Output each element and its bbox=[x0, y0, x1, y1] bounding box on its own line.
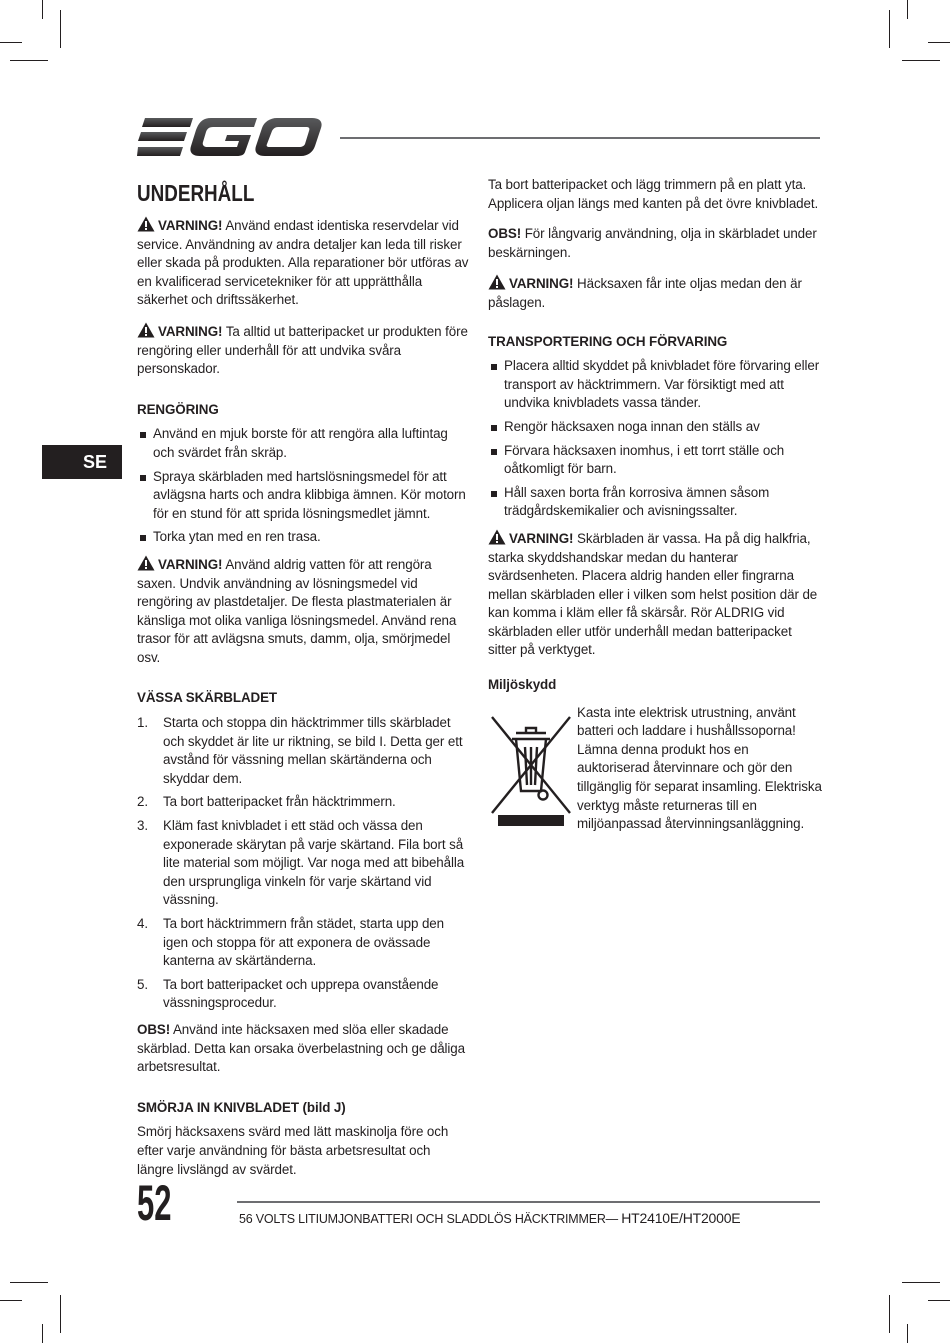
list-item: Torka ytan med en ren trasa. bbox=[137, 528, 470, 547]
warning-text: Häcksaxen får inte oljas medan den är påslagen. bbox=[488, 276, 802, 310]
intro-paragraph: Ta bort batteripacket och lägg trimmern på en platt yta. Applicera oljan längs med kanten på det övre knivbladet. bbox=[488, 177, 819, 211]
list-item: Förvara häcksaxen inomhus, i ett torrt ställe och oåtkomligt för barn. bbox=[488, 442, 822, 479]
crop-mark bbox=[902, 60, 940, 61]
left-column bbox=[137, 176, 470, 1191]
step-text: Ta bort batteripacket och upprepa ovanstående vässningsprocedur. bbox=[163, 976, 439, 1011]
warning-triangle-icon bbox=[488, 529, 506, 545]
crop-mark bbox=[928, 42, 950, 43]
step-item bbox=[137, 817, 470, 910]
page-title: UNDERHÅLL bbox=[137, 180, 255, 206]
crop-mark bbox=[889, 1295, 890, 1333]
note-text: För långvarig användning, olja in skärbladet under beskärningen. bbox=[488, 226, 817, 260]
warning-label: VARNING! bbox=[158, 556, 223, 572]
environment-text: Kasta inte elektrisk utrustning, använt batteri och laddare i hushållssoporna! Lämna denna produkt hos en auktoriserad återvinnare och gör den tillgänglig för separat insamling. Elektriska verktyg måste returneras till en miljöanpassad återvinningsanläggning. bbox=[577, 704, 822, 832]
step-number: 5. bbox=[137, 976, 148, 992]
warning-triangle-icon bbox=[488, 274, 506, 290]
warning-paragraph bbox=[137, 322, 470, 379]
step-number: 1. bbox=[137, 715, 148, 731]
note-label: OBS! bbox=[137, 1021, 171, 1037]
crop-mark bbox=[42, 1324, 43, 1343]
crop-mark bbox=[0, 1300, 22, 1301]
warning-label: VARNING! bbox=[158, 218, 223, 233]
crop-mark bbox=[10, 60, 48, 61]
crop-mark bbox=[889, 10, 890, 48]
right-column bbox=[488, 176, 822, 834]
warning-text: Använd endast identiska reservdelar vid service. Användning av andra detaljer kan leda till risker eller skada på produkten. Alla reparationer bör utföras av en kvalificerad servicetekniker för att upprätthålla säkerhet och driftssäkerhet. bbox=[137, 218, 469, 308]
step-number: 3. bbox=[137, 818, 148, 834]
step-item bbox=[137, 714, 470, 788]
step-item bbox=[137, 976, 470, 1013]
warning-text: Använd aldrig vatten för att rengöra saxen. Undvik användning av lösningsmedel vid rengöring av plastdetaljer. De flesta plastmaterialen är känsliga mot olika vanliga lösningsmedel. Använd rena trasor för att avlägsna smuts, damm, olja, smörjmedel osv. bbox=[137, 556, 457, 665]
warning-paragraph bbox=[488, 529, 822, 660]
language-tab bbox=[42, 445, 122, 479]
warning-triangle-icon bbox=[137, 555, 155, 571]
section-title-cleaning: RENGÖRING bbox=[137, 401, 219, 417]
header-rule bbox=[340, 137, 820, 139]
warning-paragraph bbox=[137, 216, 470, 310]
cleaning-list bbox=[137, 425, 470, 547]
crop-mark bbox=[928, 1300, 950, 1301]
crop-mark bbox=[42, 0, 43, 19]
section-title-sharpen: VÄSSA SKÄRBLADET bbox=[137, 690, 278, 706]
crop-mark bbox=[60, 1295, 61, 1333]
warning-label: VARNING! bbox=[509, 530, 574, 546]
crossed-out-bin-icon bbox=[488, 709, 574, 827]
environment-block bbox=[488, 701, 822, 834]
note-paragraph bbox=[137, 1021, 470, 1077]
warning-text: Skärbladen är vassa. Ha på dig halkfria, starka skyddshandskar medan du hanterar svärdsenheten. Placera aldrig handen eller fingrarna mellan skärbladen eller i vilken som helst position där de kan komma i kläm eller få skärsår. Rör ALDRIG vid skärbladen eller utför underhåll medan batteripacket sitter på verktyget. bbox=[488, 530, 818, 658]
section-title-transport: TRANSPORTERING OCH FÖRVARING bbox=[488, 333, 728, 349]
note-text: Använd inte häcksaxen med slöa eller skadade skärblad. Detta kan orsaka överbelastning och ge dåliga arbetsresultat. bbox=[137, 1021, 465, 1075]
crop-mark bbox=[10, 1282, 48, 1283]
step-number: 4. bbox=[137, 916, 148, 931]
warning-paragraph bbox=[137, 555, 470, 668]
list-item: Placera alltid skyddet på knivbladet före förvaring eller transport av häcktrimmern. Var försiktigt med att undvika knivbladets vassa tänder. bbox=[488, 357, 822, 413]
section-title-environment: Miljöskydd bbox=[488, 677, 557, 693]
list-item: Håll saxen borta från korrosiva ämnen såsom trädgårdskemikalier och avisningssalter. bbox=[488, 484, 822, 521]
list-item: Spraya skärbladen med hartslösningsmedel för att avlägsna harts och andra klibbiga ämnen. Kör motorn för en stund för att sprida lösningsmedlet jämnt. bbox=[137, 468, 470, 524]
footer-model: HT2410E/HT2000E bbox=[621, 1210, 741, 1226]
step-text: Kläm fast knivbladet i ett städ och vässa den exponerade skärytan på varje skärtand. Fila bort så lite material som möjligt. Var noga med att bibehålla den ursprungliga vinkeln för varje skärtand vid vässning. bbox=[163, 818, 465, 908]
warning-paragraph bbox=[488, 274, 822, 312]
list-item: Använd en mjuk borste för att rengöra alla luftintag och svärdet från skräp. bbox=[137, 425, 470, 462]
footer-rule bbox=[237, 1201, 820, 1203]
note-paragraph bbox=[488, 225, 822, 262]
crop-mark bbox=[60, 10, 61, 48]
warning-triangle-icon bbox=[137, 322, 155, 338]
warning-triangle-icon bbox=[137, 216, 155, 232]
transport-list bbox=[488, 357, 822, 521]
footer-title: 56 VOLTS LITIUMJONBATTERI OCH SLADDLÖS HÄCKTRIMMER— bbox=[239, 1212, 622, 1226]
warning-label: VARNING! bbox=[509, 276, 574, 292]
section-title-lubricate: SMÖRJA IN KNIVBLADET (bild J) bbox=[137, 1099, 346, 1115]
warning-text: Ta alltid ut batteripacket ur produkten före rengöring eller underhåll för att undvika svåra personskador. bbox=[137, 323, 468, 377]
step-item bbox=[137, 793, 470, 812]
lubricate-text: Smörj häcksaxens svärd med lätt maskinolja före och efter varje användning för bästa arbetsresultat och längre livslängd av svärdet. bbox=[137, 1124, 449, 1177]
list-item: Rengör häcksaxen noga innan den ställs av bbox=[488, 418, 822, 437]
step-item bbox=[137, 915, 470, 971]
step-text: Ta bort batteripacket från häcktrimmern. bbox=[163, 794, 396, 810]
note-label: OBS! bbox=[488, 226, 522, 242]
crop-mark bbox=[0, 42, 22, 43]
step-number: 2. bbox=[137, 794, 148, 810]
crop-mark bbox=[902, 1282, 940, 1283]
ego-logo bbox=[137, 116, 322, 158]
language-tab-label: SE bbox=[82, 451, 107, 472]
crop-mark bbox=[907, 1324, 908, 1343]
step-text: Starta och stoppa din häcktrimmer tills skärbladet och skyddet är lite ur riktning, se bild I. Detta ger ett avstånd för vässning mellan skärtänderna och skyddar dem. bbox=[163, 715, 463, 786]
sharpen-steps bbox=[137, 714, 470, 1013]
footer-text bbox=[239, 1209, 740, 1228]
warning-label: VARNING! bbox=[158, 323, 223, 339]
crop-mark bbox=[907, 0, 908, 19]
step-text: Ta bort häcktrimmern från städet, starta upp den igen och stoppa för att exponera de ovässade kanterna av skärtänderna. bbox=[163, 916, 445, 969]
page-number: 52 bbox=[137, 1175, 172, 1231]
